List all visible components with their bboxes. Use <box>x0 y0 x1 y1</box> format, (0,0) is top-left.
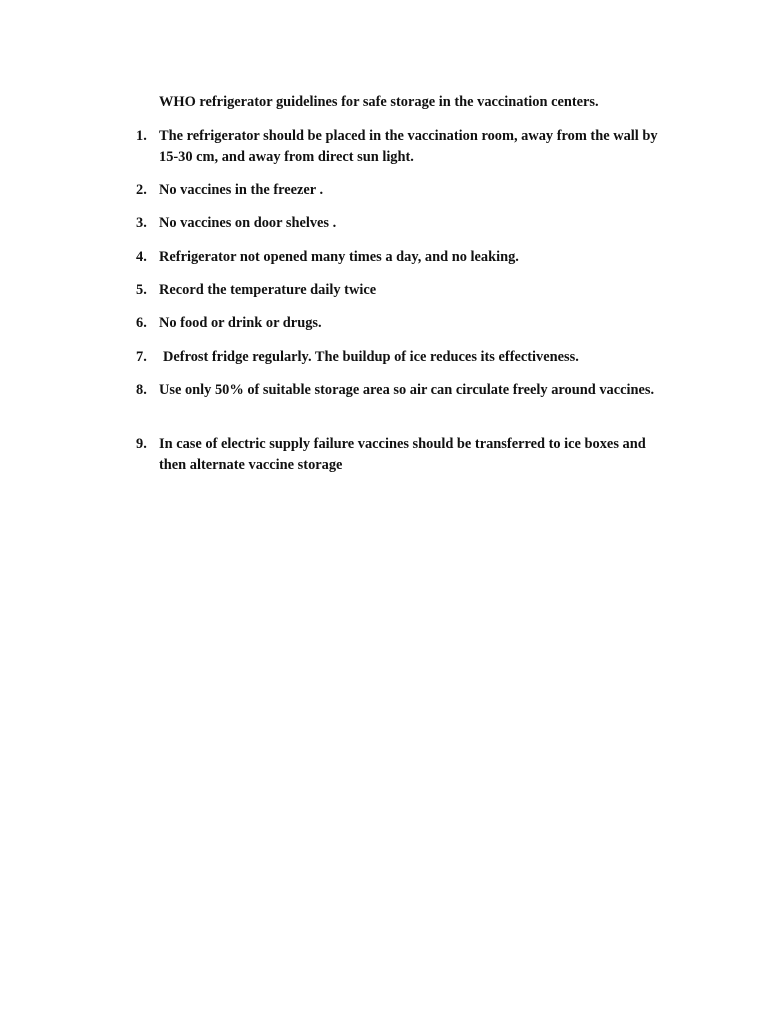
list-item-number: 8. <box>136 382 147 398</box>
list-item-number: 2. <box>136 182 147 198</box>
list-item-number: 4. <box>136 249 147 265</box>
list-item-text: Use only 50% of suitable storage area so air can circulate freely around vaccines. <box>159 382 655 398</box>
list-item-number: 7. <box>136 349 147 365</box>
list-item-text: No food or drink or drugs. <box>159 315 322 331</box>
list-item-number: 6. <box>136 315 147 331</box>
list-item-number: 5. <box>136 282 147 298</box>
list-item-text: No vaccines on door shelves . <box>159 215 337 231</box>
list-item-number: 9. <box>136 436 147 452</box>
list-item-text: The refrigerator should be placed in the vaccination room, away from the wall by 15-30 cm, and away from direct sun light. <box>159 128 658 165</box>
list-item-text: Defrost fridge regularly. The buildup of ice reduces its effectiveness. <box>163 349 579 365</box>
list-item-text: No vaccines in the freezer . <box>159 182 324 198</box>
document-title: WHO refrigerator guidelines for safe storage in the vaccination centers. <box>159 94 599 110</box>
list-item-number: 1. <box>136 128 147 144</box>
list-item-text: Record the temperature daily twice <box>159 282 377 298</box>
list-item-text: In case of electric supply failure vaccines should be transferred to ice boxes and then alternate vaccine storage <box>159 436 646 473</box>
list-item-number: 3. <box>136 215 147 231</box>
list-item-text: Refrigerator not opened many times a day, and no leaking. <box>159 249 519 265</box>
